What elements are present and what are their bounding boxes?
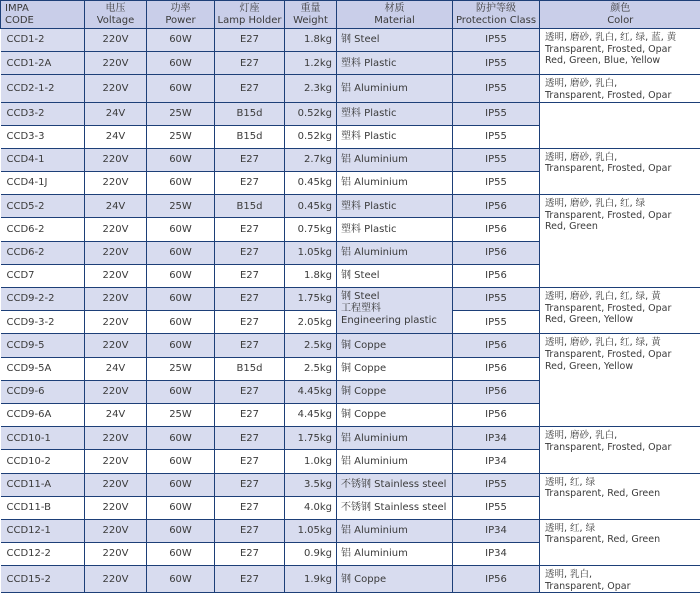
code-cell: CCD3-3	[1, 125, 85, 148]
color-line: Transparent, Frosted, Opar	[545, 43, 672, 55]
protection-cell: IP34	[453, 543, 540, 566]
protection-cell: IP55	[453, 102, 540, 125]
power-cell: 60W	[147, 566, 215, 593]
code-cell: CCD9-6A	[1, 403, 85, 426]
color-line: Transparent, Red, Green	[545, 534, 661, 546]
protection-cell: IP55	[453, 52, 540, 75]
lamp-holder-cell: E27	[215, 380, 285, 403]
protection-cell: IP55	[453, 311, 540, 334]
header-lamp-holder: 灯座 Lamp Holder	[215, 1, 285, 29]
weight-cell: 1.9kg	[285, 566, 337, 593]
power-cell: 60W	[147, 450, 215, 473]
power-cell: 60W	[147, 334, 215, 357]
color-cell	[540, 102, 700, 148]
material-line: 钢 Steel	[341, 291, 380, 303]
code-cell: CCD9-5	[1, 334, 85, 357]
protection-cell: IP55	[453, 288, 540, 311]
table-row	[1, 288, 700, 311]
material-cell: 铜 Coppe	[337, 334, 453, 357]
color-line: Red, Green	[545, 221, 598, 233]
voltage-cell: 24V	[85, 357, 147, 380]
weight-cell: 4.0kg	[285, 496, 337, 519]
code-cell: CCD6-2	[1, 218, 85, 241]
material-cell: 铝 Aluminium	[337, 148, 453, 171]
material-cell: 塑料 Plastic	[337, 52, 453, 75]
code-cell: CCD9-6	[1, 380, 85, 403]
table-row	[1, 566, 700, 593]
color-line: 透明, 乳白,	[545, 569, 593, 581]
power-cell: 60W	[147, 218, 215, 241]
color-line: Transparent, Frosted, Opar	[545, 209, 672, 221]
color-line: 透明, 磨砂, 乳白,	[545, 151, 618, 163]
color-cell	[540, 334, 700, 427]
header-material: 材质 Material	[337, 1, 453, 29]
header-code: IMPA CODE	[1, 1, 85, 29]
lamp-holder-cell: E27	[215, 473, 285, 496]
color-line: 透明, 红, 绿	[545, 476, 596, 488]
weight-cell: 1.8kg	[285, 264, 337, 287]
power-cell: 60W	[147, 172, 215, 195]
color-line: Red, Green, Yellow	[545, 360, 634, 372]
material-cell: 钢 Steel	[337, 29, 453, 52]
protection-cell: IP56	[453, 241, 540, 264]
weight-cell: 2.05kg	[285, 311, 337, 334]
voltage-cell: 220V	[85, 241, 147, 264]
power-cell: 60W	[147, 519, 215, 542]
lamp-holder-cell: E27	[215, 450, 285, 473]
code-cell: CCD9-2-2	[1, 288, 85, 311]
voltage-cell: 220V	[85, 148, 147, 171]
protection-cell: IP56	[453, 195, 540, 218]
power-cell: 60W	[147, 148, 215, 171]
code-cell: CCD9-5A	[1, 357, 85, 380]
voltage-cell: 24V	[85, 125, 147, 148]
power-cell: 60W	[147, 473, 215, 496]
protection-cell: IP56	[453, 218, 540, 241]
power-cell: 25W	[147, 403, 215, 426]
voltage-cell: 220V	[85, 427, 147, 450]
color-line: 透明, 红, 绿	[545, 522, 596, 534]
header-voltage: 电压 Voltage	[85, 1, 147, 29]
lamp-holder-cell: E27	[215, 264, 285, 287]
lamp-holder-cell: E27	[215, 75, 285, 102]
color-line: Transparent, Frosted, Opar	[545, 348, 672, 360]
power-cell: 60W	[147, 311, 215, 334]
code-cell: CCD10-2	[1, 450, 85, 473]
color-line: 透明, 磨砂, 乳白,	[545, 78, 618, 90]
power-cell: 60W	[147, 52, 215, 75]
color-cell	[540, 195, 700, 288]
protection-cell: IP55	[453, 473, 540, 496]
weight-cell: 0.45kg	[285, 172, 337, 195]
material-cell: 铝 Aluminium	[337, 172, 453, 195]
weight-cell: 3.5kg	[285, 473, 337, 496]
material-cell: 铝 Aluminium	[337, 450, 453, 473]
material-cell: 铝 Aluminium	[337, 241, 453, 264]
header-protection-class: 防护等级 Protection Class	[453, 1, 540, 29]
material-cell: 铝 Aluminium	[337, 75, 453, 102]
color-cell	[540, 473, 700, 519]
color-line: 透明, 磨砂, 乳白, 红, 绿, 黄	[545, 291, 661, 303]
color-line: 透明, 磨砂, 乳白, 红, 绿, 黄	[545, 337, 661, 349]
table-row	[1, 519, 700, 542]
voltage-cell: 24V	[85, 403, 147, 426]
code-cell: CCD9-3-2	[1, 311, 85, 334]
material-cell: 钢 Coppe	[337, 566, 453, 593]
material-line: Engineering plastic	[341, 315, 437, 327]
material-cell: 铜 Coppe	[337, 380, 453, 403]
weight-cell: 0.45kg	[285, 195, 337, 218]
code-cell: CCD2-1-2	[1, 75, 85, 102]
color-line: Red, Green, Blue, Yellow	[545, 55, 661, 67]
protection-cell: IP55	[453, 496, 540, 519]
protection-cell: IP56	[453, 566, 540, 593]
code-cell: CCD6-2	[1, 241, 85, 264]
table-row	[1, 148, 700, 171]
protection-cell: IP56	[453, 264, 540, 287]
color-cell	[540, 75, 700, 102]
lamp-holder-cell: E27	[215, 29, 285, 52]
color-line: Transparent, Opar	[545, 580, 631, 592]
code-cell: CCD10-1	[1, 427, 85, 450]
color-cell	[540, 519, 700, 565]
protection-cell: IP55	[453, 125, 540, 148]
color-line: Red, Green, Yellow	[545, 314, 634, 326]
lamp-holder-cell: E27	[215, 427, 285, 450]
voltage-cell: 220V	[85, 496, 147, 519]
code-cell: CCD12-1	[1, 519, 85, 542]
weight-cell: 0.9kg	[285, 543, 337, 566]
weight-cell: 2.5kg	[285, 334, 337, 357]
protection-cell: IP56	[453, 334, 540, 357]
protection-cell: IP55	[453, 75, 540, 102]
color-cell	[540, 566, 700, 593]
header-weight: 重量 Weight	[285, 1, 337, 29]
protection-cell: IP56	[453, 403, 540, 426]
lamp-holder-cell: E27	[215, 496, 285, 519]
voltage-cell: 220V	[85, 172, 147, 195]
material-cell: 不锈钢 Stainless steel	[337, 496, 453, 519]
voltage-cell: 24V	[85, 195, 147, 218]
code-cell: CCD11-A	[1, 473, 85, 496]
code-cell: CCD3-2	[1, 102, 85, 125]
weight-cell: 1.05kg	[285, 241, 337, 264]
code-cell: CCD7	[1, 264, 85, 287]
power-cell: 60W	[147, 241, 215, 264]
weight-cell: 4.45kg	[285, 403, 337, 426]
lamp-holder-cell: E27	[215, 334, 285, 357]
lamp-holder-cell: E27	[215, 241, 285, 264]
table-row	[1, 473, 700, 496]
lamp-holder-cell: E27	[215, 172, 285, 195]
voltage-cell: 220V	[85, 380, 147, 403]
color-cell	[540, 148, 700, 194]
voltage-cell: 220V	[85, 519, 147, 542]
voltage-cell: 220V	[85, 29, 147, 52]
voltage-cell: 220V	[85, 334, 147, 357]
weight-cell: 0.75kg	[285, 218, 337, 241]
voltage-cell: 24V	[85, 102, 147, 125]
power-cell: 60W	[147, 264, 215, 287]
voltage-cell: 220V	[85, 566, 147, 593]
power-cell: 25W	[147, 195, 215, 218]
code-cell: CCD4-1J	[1, 172, 85, 195]
protection-cell: IP56	[453, 380, 540, 403]
weight-cell: 0.52kg	[285, 125, 337, 148]
color-cell	[540, 29, 700, 75]
power-cell: 60W	[147, 29, 215, 52]
color-line: 透明, 磨砂, 乳白, 红, 绿, 蓝, 黄	[545, 32, 677, 43]
voltage-cell: 220V	[85, 288, 147, 311]
voltage-cell: 220V	[85, 543, 147, 566]
material-cell: 塑料 Plastic	[337, 102, 453, 125]
lamp-holder-cell: B15d	[215, 102, 285, 125]
code-cell: CCD1-2A	[1, 52, 85, 75]
color-line: Transparent, Frosted, Opar	[545, 89, 672, 101]
material-cell: 铝 Aluminium	[337, 427, 453, 450]
table-row	[1, 75, 700, 102]
lamp-holder-cell: E27	[215, 566, 285, 593]
material-cell: 铜 Coppe	[337, 403, 453, 426]
protection-cell: IP56	[453, 357, 540, 380]
power-cell: 25W	[147, 125, 215, 148]
protection-cell: IP34	[453, 519, 540, 542]
power-cell: 60W	[147, 288, 215, 311]
code-cell: CCD1-2	[1, 29, 85, 52]
material-cell: 铝 Aluminium	[337, 519, 453, 542]
color-cell	[540, 427, 700, 473]
protection-cell: IP55	[453, 148, 540, 171]
weight-cell: 2.3kg	[285, 75, 337, 102]
power-cell: 25W	[147, 357, 215, 380]
material-cell: 塑料 Plastic	[337, 218, 453, 241]
weight-cell: 1.8kg	[285, 29, 337, 52]
color-line: 透明, 磨砂, 乳白,	[545, 430, 618, 442]
material-cell: 铝 Aluminium	[337, 543, 453, 566]
power-cell: 25W	[147, 102, 215, 125]
weight-cell: 0.52kg	[285, 102, 337, 125]
code-cell: CCD15-2	[1, 566, 85, 593]
lamp-holder-cell: E27	[215, 519, 285, 542]
weight-cell: 2.5kg	[285, 357, 337, 380]
table-row	[1, 102, 700, 125]
code-cell: CCD4-1	[1, 148, 85, 171]
code-cell: CCD5-2	[1, 195, 85, 218]
voltage-cell: 220V	[85, 264, 147, 287]
lamp-holder-cell: E27	[215, 403, 285, 426]
lamp-holder-cell: E27	[215, 543, 285, 566]
color-line: Transparent, Frosted, Opar	[545, 441, 672, 453]
lamp-holder-cell: B15d	[215, 195, 285, 218]
code-cell: CCD12-2	[1, 543, 85, 566]
lamp-holder-cell: E27	[215, 148, 285, 171]
material-line: 工程塑料	[341, 303, 381, 315]
protection-cell: IP34	[453, 427, 540, 450]
lamp-holder-cell: E27	[215, 218, 285, 241]
voltage-cell: 220V	[85, 218, 147, 241]
material-cell: 钢 Steel	[337, 264, 453, 287]
material-cell: 塑料 Plastic	[337, 195, 453, 218]
voltage-cell: 220V	[85, 311, 147, 334]
protection-cell: IP34	[453, 450, 540, 473]
weight-cell: 1.05kg	[285, 519, 337, 542]
material-cell	[337, 288, 453, 334]
header-row	[1, 1, 700, 29]
header-power: 功率 Power	[147, 1, 215, 29]
voltage-cell: 220V	[85, 450, 147, 473]
table-row	[1, 195, 700, 218]
weight-cell: 1.2kg	[285, 52, 337, 75]
header-color: 颜色 Color	[540, 1, 700, 29]
voltage-cell: 220V	[85, 52, 147, 75]
code-cell: CCD11-B	[1, 496, 85, 519]
weight-cell: 1.75kg	[285, 288, 337, 311]
voltage-cell: 220V	[85, 75, 147, 102]
table-row	[1, 29, 700, 52]
power-cell: 60W	[147, 75, 215, 102]
color-line: 透明, 磨砂, 乳白, 红, 绿	[545, 198, 646, 210]
material-cell: 塑料 Plastic	[337, 125, 453, 148]
lamp-holder-cell: B15d	[215, 357, 285, 380]
power-cell: 60W	[147, 380, 215, 403]
table-row	[1, 427, 700, 450]
power-cell: 60W	[147, 427, 215, 450]
power-cell: 60W	[147, 543, 215, 566]
weight-cell: 4.45kg	[285, 380, 337, 403]
color-cell	[540, 288, 700, 334]
table-row	[1, 334, 700, 357]
power-cell: 60W	[147, 496, 215, 519]
protection-cell: IP55	[453, 172, 540, 195]
voltage-cell: 220V	[85, 473, 147, 496]
lamp-holder-cell: E27	[215, 52, 285, 75]
weight-cell: 1.0kg	[285, 450, 337, 473]
material-cell: 铜 Coppe	[337, 357, 453, 380]
color-line: Transparent, Red, Green	[545, 488, 661, 500]
protection-cell: IP55	[453, 29, 540, 52]
weight-cell: 2.7kg	[285, 148, 337, 171]
lamp-holder-cell: E27	[215, 311, 285, 334]
color-line: Transparent, Frosted, Opar	[545, 163, 672, 175]
color-line: Transparent, Frosted, Opar	[545, 302, 672, 314]
material-cell: 不锈钢 Stainless steel	[337, 473, 453, 496]
lamp-holder-cell: E27	[215, 288, 285, 311]
lamp-holder-cell: B15d	[215, 125, 285, 148]
weight-cell: 1.75kg	[285, 427, 337, 450]
